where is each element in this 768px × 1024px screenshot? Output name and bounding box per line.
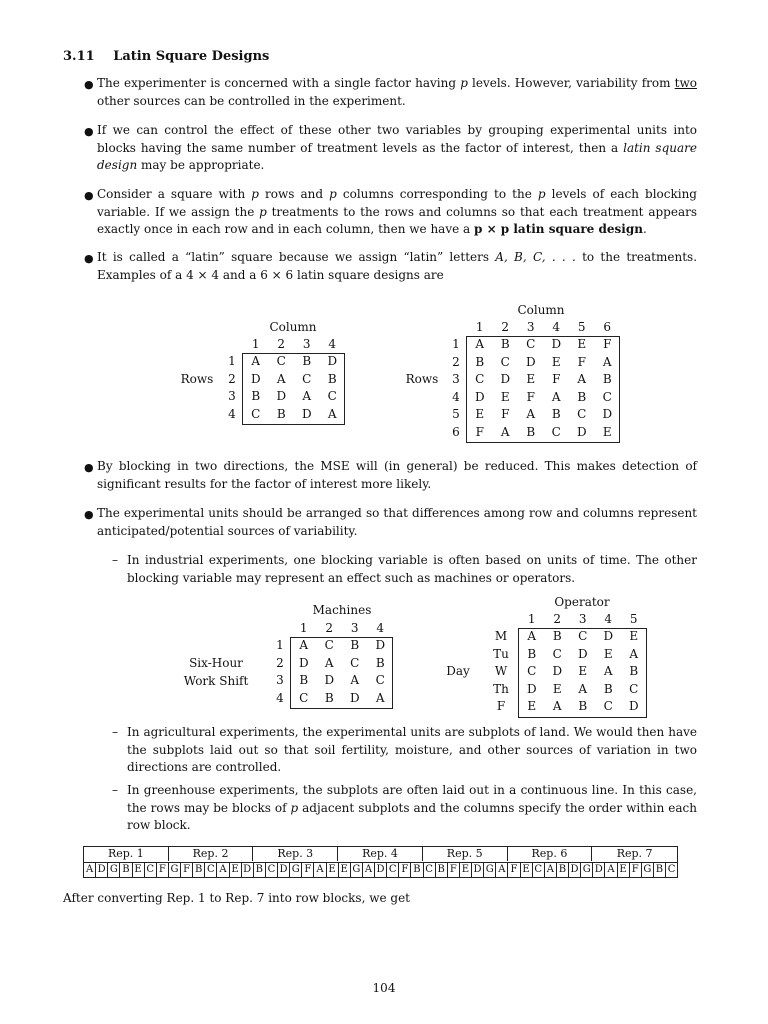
bullet-4: It is called a “latin” square because we assign “latin” letters A, B, C, . . . to the treatments. Examples of a 4 × 4 and a 6 × 6 latin square designs are [97,250,698,282]
row-label: 2 [276,655,284,670]
dash-marker: – [112,553,118,567]
replicate-header: Rep. 5 [423,847,508,861]
replicate-header: Rep. 4 [338,847,423,861]
square-cell: E [500,389,510,404]
square-cell: F [501,407,510,421]
column-title: Column [517,303,565,317]
replicate-letter: D [278,863,290,878]
replicate-letter: C [424,863,436,878]
square-cell: B [251,389,261,403]
square-cell: B [578,699,588,713]
column-label: 4 [328,337,337,351]
square-cell: B [475,354,485,369]
replicate-letter: D [242,863,254,878]
column-labels [519,611,647,629]
square-cell: D [301,406,312,421]
replicate-letter: G [108,863,120,878]
square-cell: C [375,673,385,687]
replicate-letter: C [387,863,399,878]
section-title: Latin Square Designs [113,49,270,64]
row-label: 4 [276,690,284,705]
square-cell: C [578,629,588,643]
square-cell: A [299,638,309,652]
replicate-letter: B [557,863,569,878]
replicate-header: Rep. 1 [84,847,169,861]
square-cell: E [629,629,639,643]
section-number: 3.11 [63,49,95,64]
square-cell: D [603,629,614,643]
replicate-letter: C [667,864,676,875]
replicate-letter: G [642,863,654,878]
square-cell: B [602,372,612,386]
row-label: 4 [452,389,460,404]
column-title: Column [269,320,317,334]
square-cell: A [578,681,588,696]
replicate-letter: A [217,863,229,878]
replicate-letter: A [545,863,557,878]
dash-marker: – [112,783,118,797]
replicate-letter: C [205,863,217,878]
replicate-letter: E [339,863,351,878]
replicate-letter: B [436,863,448,878]
square-cell: A [602,354,612,369]
row-label: 1 [228,354,236,368]
replicate-letter: A [84,863,96,878]
square-cell: C [552,646,562,661]
bullet-icon: ● [84,189,94,202]
square-cell: C [551,424,561,439]
column-label: 2 [501,320,510,334]
column-label: 5 [629,612,638,626]
bullet-2: If we can control the effect of these other two variables by grouping experimental units into blocks having the same number of treatment levels as the factor of interest, then a latin square design may be appropriate. [97,123,697,172]
square-cells [467,336,620,441]
square-cell: B [500,337,510,351]
square-cell: A [629,646,639,661]
replicate-letter: C [266,863,278,878]
dash-marker: – [112,725,118,739]
replicate-letter: C [533,863,545,878]
replicate-letter: E [618,863,630,878]
replicate-letter: F [399,863,411,878]
square-cell: A [527,629,537,643]
square-cell: A [302,389,312,403]
column-label: 3 [526,320,535,334]
replicate-letter: G [290,863,302,878]
bullet-icon: ● [84,461,94,474]
replicate-header: Rep. 2 [169,847,254,861]
square-cell: A [276,371,286,386]
bullet-6: The experimental units should be arranged so that differences among row and columns represent anticipated/potential sources of variability. [97,506,697,538]
replicate-letter: A [496,863,508,878]
square-cell: A [500,424,510,439]
square-cell: E [551,354,561,369]
row-label: 2 [228,371,236,386]
replicate-letter: G [581,863,593,878]
replicate-letter: E [521,863,533,878]
square-cells [291,637,393,707]
row-label: 5 [452,407,460,421]
square-cell: C [527,664,537,678]
square-cell: E [602,424,612,439]
square-cell: B [375,655,385,670]
square-cell: E [475,407,485,421]
square-cell: E [526,372,536,386]
square-cell: A [251,354,261,368]
square-cell: C [302,371,312,386]
square-cell: D [500,372,511,386]
column-labels [467,319,620,337]
square-cell: D [250,371,261,386]
square-cell: A [552,699,562,713]
square-cell: D [324,673,335,687]
square-cell: A [551,389,561,404]
square-cell: D [375,638,386,652]
square-cell: B [551,407,561,421]
square-cell: F [475,424,484,439]
square-cell: A [577,372,587,386]
replicate-letter: D [569,863,581,878]
square-cell: D [602,407,613,421]
column-label: 1 [475,320,484,334]
shift-title-line1: Six-Hour [189,656,243,670]
square-cell: D [474,389,485,404]
square-cell: B [276,406,286,421]
column-label: 2 [553,612,562,626]
square-cell: B [603,681,613,696]
column-label: 1 [299,621,308,635]
row-label: F [496,699,506,713]
square-cell: E [578,664,588,678]
replicate-header: Rep. 3 [253,847,338,861]
column-label: 3 [302,337,311,351]
row-label: 6 [452,424,460,439]
square-cell: C [276,354,286,368]
replicate-letter: E [460,863,472,878]
square-cell: C [603,699,613,713]
square-cells [519,628,647,716]
square-cell: F [577,354,586,369]
row-label: M [494,629,508,643]
column-label: 5 [577,320,586,334]
square-cell: C [299,690,309,705]
square-cell: B [577,389,587,404]
square-cell: E [552,681,562,696]
bullet-icon: ● [84,125,94,138]
square-cell: E [603,646,613,661]
replicate-letter: E [230,863,242,878]
replicate-letters [84,862,677,878]
replicate-letter: A [363,863,375,878]
replicate-letter: E [327,863,339,878]
row-labels [222,353,242,423]
replicate-letter: A [605,863,617,878]
square-cell: A [375,690,385,705]
replicate-header: Rep. 6 [508,847,593,861]
row-label: 3 [452,372,460,386]
row-labels [446,336,466,441]
rows-title: Rows [405,372,439,386]
replicate-letter: F [508,863,520,878]
column-label: 3 [578,612,587,626]
square-cell: D [628,699,639,713]
replicate-letter: D [593,863,605,878]
square-cell: D [298,655,309,670]
column-label: 4 [552,320,561,334]
day-title: Day [446,664,470,678]
square-cell: A [327,406,337,421]
replicate-letter: B [411,863,423,878]
replicate-letter: B [120,863,132,878]
replicate-letter: G [169,863,181,878]
square-cell: B [629,664,639,678]
square-cell: E [527,699,537,713]
square-cell: C [602,389,612,404]
bullet-icon: ● [84,252,94,265]
column-label: 1 [251,337,260,351]
square-cell: E [577,337,587,351]
square-cell: D [276,389,287,403]
replicate-letter: F [181,863,193,878]
square-cells [243,353,345,423]
row-label: Tu [493,646,509,661]
row-labels [270,637,290,707]
replicate-letter: G [484,863,496,878]
square-cell: D [552,664,563,678]
row-label: 1 [276,638,284,652]
bullet-1: The experimenter is concerned with a single factor having p levels. However, variability from two other sources can be controlled in the experiment. [97,76,697,108]
replicate-letter: F [448,863,460,878]
column-label: 1 [527,612,536,626]
operator-title: Operator [554,595,610,609]
column-label: 4 [604,612,613,626]
column-label: 3 [350,621,359,635]
square-cell: B [302,354,312,368]
sub-item-industrial: In industrial experiments, one blocking variable is often based on units of time. The other blocking variable may represent an effect such as machines or operators. [127,553,697,585]
replicate-letter: B [254,863,266,878]
square-cell: D [526,681,537,696]
replicate-letter: D [96,863,108,878]
bullet-icon: ● [84,508,94,521]
replicate-letter: F [157,863,169,878]
replicate-strip [83,846,678,878]
square-cell: D [349,690,360,705]
row-label: 2 [452,354,460,369]
square-cell: C [500,354,510,369]
bullet-3: Consider a square with p rows and p columns corresponding to the p levels of each blocking variable. If we assign the p treatments to the rows and columns so that each treatment appears exactly once in each row and in each column, then we have a p × p latin square design. [97,187,697,236]
page-number: 104 [372,981,396,995]
machines-title: Machines [312,603,372,617]
column-label: 4 [376,621,385,635]
rows-title: Rows [180,372,214,386]
square-cell: F [603,337,612,351]
square-cell: D [577,646,588,661]
sub-item-agricultural: In agricultural experiments, the experimental units are subplots of land. We would then have the subplots laid out so that soil fertility, moisture, and other sources of variation in two directions are controlled. [127,725,697,774]
replicate-letter: F [302,863,314,878]
square-cell: B [299,673,309,687]
square-cell: A [475,337,485,351]
row-label: Th [493,681,509,696]
shift-title-line2: Work Shift [183,674,249,688]
square-cell: B [324,690,334,705]
replicate-letter: D [375,863,387,878]
replicate-letter: E [133,863,145,878]
square-cell: B [527,646,537,661]
replicate-letter: B [193,863,205,878]
column-label: 6 [603,320,612,334]
square-cell: B [552,629,562,643]
square-cell: A [526,407,536,421]
column-label: 2 [277,337,286,351]
square-cell: C [251,406,261,421]
square-cell: C [350,655,360,670]
closing-text: After converting Rep. 1 to Rep. 7 into row blocks, we get [63,891,410,905]
row-label: 4 [228,406,236,421]
square-cell: C [629,681,639,696]
square-cell: B [327,371,337,386]
replicate-letter: D [472,863,484,878]
replicate-letter: C [145,863,157,878]
square-cell: D [327,354,338,368]
replicate-letter: A [314,863,326,878]
square-cell: C [327,389,337,403]
replicate-header: Rep. 7 [616,847,653,860]
column-labels [291,620,393,638]
square-cell: A [603,664,613,678]
square-cell: D [576,424,587,439]
row-label: 3 [276,673,284,687]
bullet-5: By blocking in two directions, the MSE will (in general) be reduced. This makes detection of significant results for the factor of interest more likely. [97,459,697,491]
row-label: 3 [228,389,236,403]
bullet-icon: ● [84,78,94,91]
square-cell: F [526,389,535,404]
column-labels [243,336,345,354]
row-labels [486,628,516,716]
replicate-letter: B [654,863,666,878]
row-label: 1 [452,337,460,351]
square-cell: B [526,424,536,439]
square-cell: F [552,372,561,386]
square-cell: D [525,354,536,369]
replicate-letter: F [630,863,642,878]
square-cell: A [324,655,334,670]
row-label: W [494,664,508,678]
section-heading [63,48,269,66]
square-cell: A [350,673,360,687]
sub-item-greenhouse: In greenhouse experiments, the subplots are often laid out in a continuous line. In this case, the rows may be blocks of p adjacent subplots and the columns specify the order within each row block. [127,783,697,832]
square-cell: C [475,372,485,386]
square-cell: C [324,638,334,652]
square-cell: B [350,638,360,652]
replicate-letter: G [351,863,363,878]
square-cell: D [551,337,562,351]
square-cell: C [526,337,536,351]
square-cell: C [577,407,587,421]
column-label: 2 [325,621,334,635]
